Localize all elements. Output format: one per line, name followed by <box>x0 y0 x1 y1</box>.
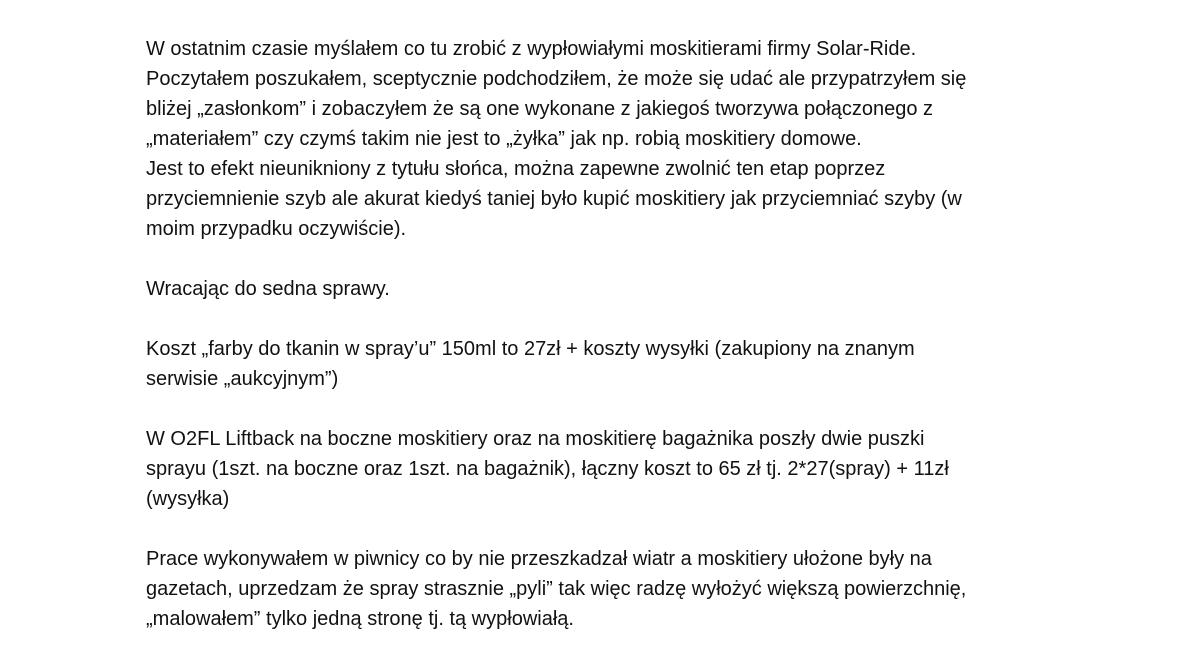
text-line: W O2FL Liftback na boczne moskitiery oraz na moskitierę bagażnika poszły dwie puszki <box>146 428 925 450</box>
text-line: „materiałem” czy czymś takim nie jest to „żyłka” jak np. robią moskitiery domowe. <box>146 128 862 150</box>
document-page <box>146 0 1086 664</box>
text-line: serwisie „aukcyjnym”) <box>146 368 339 390</box>
text-line: W ostatnim czasie myślałem co tu zrobić z wypłowiałymi moskitierami firmy Solar-Ride. <box>146 38 917 60</box>
text-line: Jest to efekt nieunikniony z tytułu słońca, można zapewne zwolnić ten etap poprzez <box>146 158 886 180</box>
text-line: „malowałem” tylko jedną stronę tj. tą wypłowiałą. <box>146 608 574 630</box>
paragraph-cost <box>146 334 1086 394</box>
text-line: sprayu (1szt. na boczne oraz 1szt. na bagażnik), łączny koszt to 65 zł tj. 2*27(spray) + 11zł <box>146 458 949 480</box>
paragraph-return <box>146 274 1086 304</box>
text-line: Poczytałem poszukałem, sceptycznie podchodziłem, że może się udać ale przypatrzyłem się <box>146 68 967 90</box>
text-line: gazetach, uprzedzam że spray strasznie „pyli” tak więc radzę wyłożyć większą powierzchnię, <box>146 578 967 600</box>
text-line <box>146 0 1086 4</box>
paragraph-problem <box>146 34 1086 244</box>
paragraph-work <box>146 544 1086 634</box>
text-line: moim przypadku oczywiście). <box>146 218 407 240</box>
intro-fragment <box>146 0 1086 4</box>
text-line: (wysyłka) <box>146 488 230 510</box>
text-line: przyciemnienie szyb ale akurat kiedyś taniej było kupić moskitiery jak przyciemniać szyby (w <box>146 188 962 210</box>
text-line: Wracając do sedna sprawy. <box>146 278 390 300</box>
paragraph-usage <box>146 424 1086 514</box>
text-line: Koszt „farby do tkanin w spray’u” 150ml to 27zł + koszty wysyłki (zakupiony na znanym <box>146 338 915 360</box>
text-line: bliżej „zasłonkom” i zobaczyłem że są one wykonane z jakiegoś tworzywa połączonego z <box>146 98 934 120</box>
text-line: Prace wykonywałem w piwnicy co by nie przeszkadzał wiatr a moskitiery ułożone były na <box>146 548 932 570</box>
